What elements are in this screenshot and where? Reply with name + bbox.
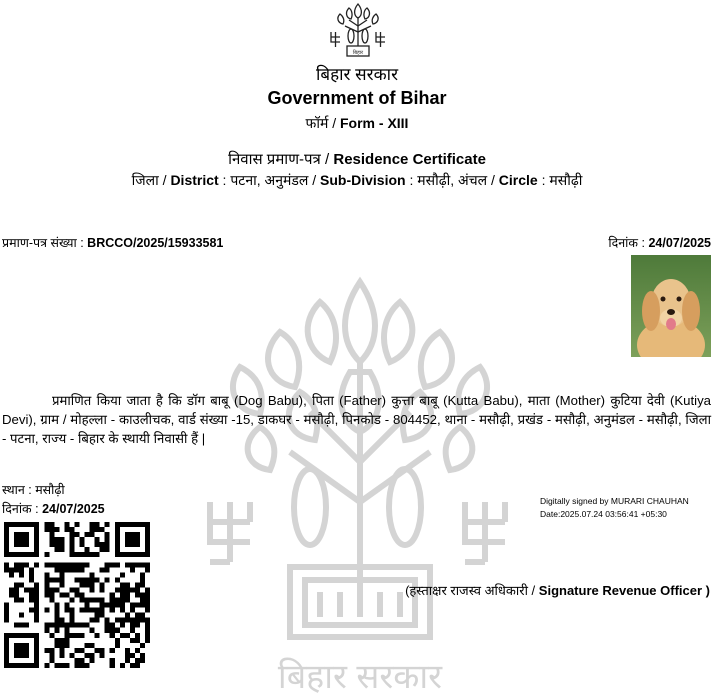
digital-signature-line1: Digitally signed by MURARI CHAUHAN bbox=[540, 496, 689, 506]
circle-label-english: Circle bbox=[498, 172, 538, 188]
subdivision-label-hindi: अनुमंडल bbox=[264, 172, 309, 188]
certificate-body-text: प्रमाणित किया जाता है कि डॉग बाबू (Dog Babu), पिता (Father) कुत्ता बाबू (Kutta Babu), माता (Mother) कुटिया देवी (Kutiya Devi), ग्राम / मोहल्ला - काउलीचक, वार्ड संख्या -15, डाकघर - मसौढ़ी, पिनकोड - 804452, थाना - मसौढ़ी, प्रखंड - मसौढ़ी, अनुमंडल - मसौढ़ी, जिला - पटना, राज्य - बिहार के स्थायी निवासी हैं | bbox=[2, 393, 711, 446]
district-label-english: District bbox=[170, 172, 219, 188]
circle-value: मसौढ़ी bbox=[549, 172, 583, 188]
place-label: स्थान bbox=[2, 483, 25, 497]
form-label-english: Form - XIII bbox=[340, 115, 409, 131]
certificate-number: प्रमाण-पत्र संख्या : BRCCO/2025/15933581 bbox=[2, 236, 224, 250]
digital-signature-line2: Date:2025.07.24 03:56:41 +05:30 bbox=[540, 509, 667, 519]
title-hindi: बिहार सरकार bbox=[315, 65, 399, 84]
qr-code-icon bbox=[4, 522, 150, 668]
issue-date-value: 24/07/2025 bbox=[648, 236, 711, 250]
certificate-title-hindi: निवास प्रमाण-पत्र bbox=[228, 151, 321, 168]
certificate-title-english: Residence Certificate bbox=[333, 151, 486, 168]
signature-label-english: Signature Revenue Officer ) bbox=[538, 583, 710, 598]
title-english: Government of Bihar bbox=[267, 88, 447, 108]
bihar-bodhi-tree-emblem-icon bbox=[327, 2, 389, 58]
jurisdiction-line: जिला / District : पटना, अनुमंडल / Sub-Division : मसौढ़ी, अंचल / Circle : मसौढ़ी bbox=[131, 172, 583, 188]
circle-label-hindi: अंचल bbox=[458, 172, 488, 188]
footer-date-value: 24/07/2025 bbox=[42, 502, 105, 516]
signature-label-hindi: (हस्ताक्षर राजस्व अधिकारी bbox=[405, 583, 528, 598]
svg-text:बिहार: बिहार bbox=[352, 50, 364, 56]
district-value: पटना bbox=[230, 172, 257, 188]
district-label-hindi: जिला bbox=[131, 172, 159, 188]
place: स्थान : मसौढ़ी bbox=[2, 483, 65, 497]
certificate-number-value: BRCCO/2025/15933581 bbox=[87, 236, 224, 250]
footer-date: दिनांक : 24/07/2025 bbox=[2, 502, 105, 516]
certificate-number-label: प्रमाण-पत्र संख्या bbox=[2, 236, 77, 250]
bihar-emblem-watermark-icon bbox=[200, 262, 520, 675]
issue-date-label: दिनांक bbox=[608, 236, 639, 250]
applicant-photo bbox=[631, 255, 711, 357]
certificate-body bbox=[2, 391, 711, 448]
subdivision-label-english: Sub-Division bbox=[320, 172, 406, 188]
issue-date: दिनांक : 24/07/2025 bbox=[608, 236, 711, 250]
form-label-hindi: फॉर्म bbox=[305, 115, 329, 131]
footer-date-label: दिनांक bbox=[2, 502, 32, 516]
signature-label: (हस्ताक्षर राजस्व अधिकारी / Signature Revenue Officer ) bbox=[405, 583, 710, 598]
certificate-title: निवास प्रमाण-पत्र / Residence Certificate bbox=[228, 151, 486, 168]
form-number: फॉर्म / Form - XIII bbox=[305, 115, 409, 131]
subdivision-value: मसौढ़ी bbox=[417, 172, 451, 188]
place-value: मसौढ़ी bbox=[35, 483, 65, 497]
watermark-text: बिहार सरकार bbox=[277, 658, 443, 696]
